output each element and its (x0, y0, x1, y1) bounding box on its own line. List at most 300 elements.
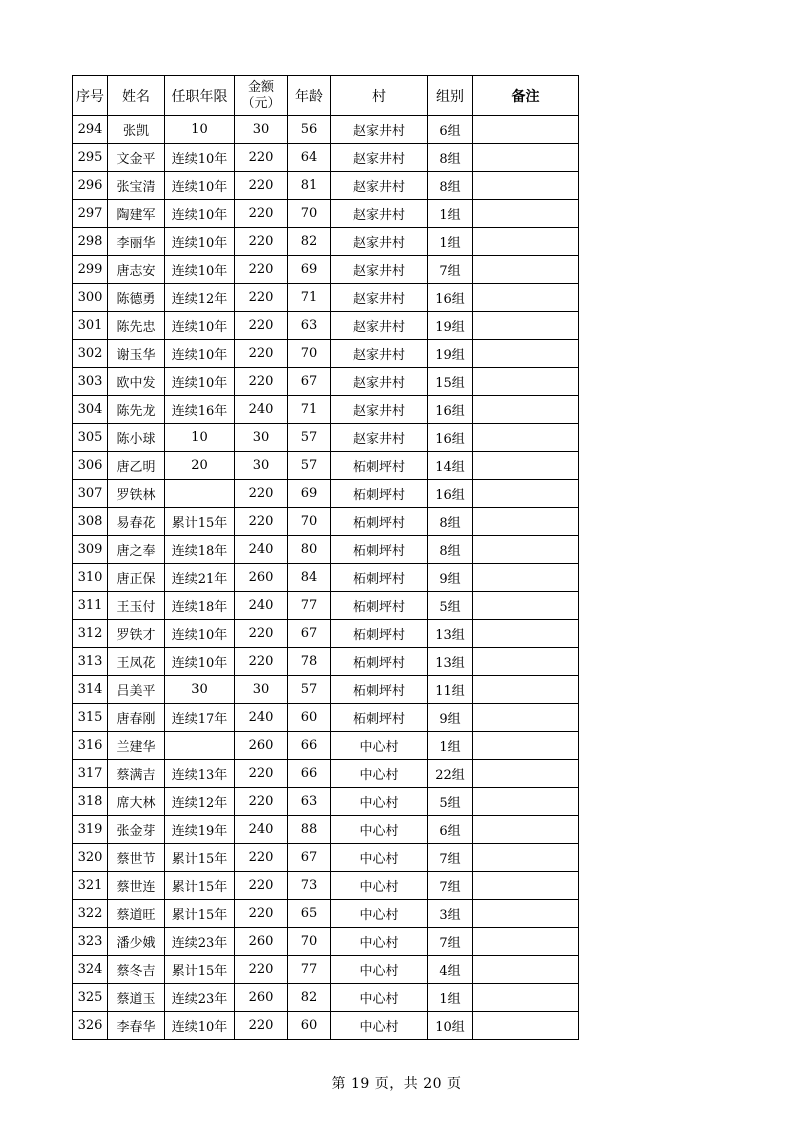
cell-group: 16组 (428, 396, 473, 424)
cell-village: 中心村 (331, 984, 428, 1012)
table-row (73, 816, 579, 844)
cell-group: 13组 (428, 620, 473, 648)
table-row (73, 284, 579, 312)
cell-amount: 240 (235, 704, 288, 732)
cell-seq: 322 (73, 900, 108, 928)
cell-group: 9组 (428, 564, 473, 592)
cell-name: 陈德勇 (108, 284, 165, 312)
header-amount-line2: （元） (241, 95, 281, 111)
cell-village: 赵家井村 (331, 424, 428, 452)
cell-tenure: 连续13年 (165, 760, 235, 788)
cell-village: 赵家井村 (331, 340, 428, 368)
cell-village: 中心村 (331, 732, 428, 760)
cell-age: 60 (288, 1012, 331, 1040)
cell-seq: 316 (73, 732, 108, 760)
table-row (73, 340, 579, 368)
cell-tenure: 连续10年 (165, 620, 235, 648)
cell-name: 蔡满吉 (108, 760, 165, 788)
cell-remark (473, 340, 579, 368)
cell-age: 57 (288, 424, 331, 452)
cell-name: 唐乙明 (108, 452, 165, 480)
cell-age: 77 (288, 592, 331, 620)
cell-tenure: 连续16年 (165, 396, 235, 424)
cell-group: 16组 (428, 284, 473, 312)
cell-group: 16组 (428, 480, 473, 508)
cell-age: 70 (288, 508, 331, 536)
cell-tenure: 连续10年 (165, 1012, 235, 1040)
cell-village: 赵家井村 (331, 284, 428, 312)
cell-remark (473, 732, 579, 760)
cell-seq: 296 (73, 172, 108, 200)
cell-name: 陈先龙 (108, 396, 165, 424)
table-row (73, 620, 579, 648)
cell-age: 66 (288, 760, 331, 788)
cell-age: 69 (288, 256, 331, 284)
cell-group: 16组 (428, 424, 473, 452)
cell-tenure: 连续12年 (165, 284, 235, 312)
cell-name: 陈先忠 (108, 312, 165, 340)
cell-remark (473, 480, 579, 508)
cell-amount: 220 (235, 788, 288, 816)
cell-name: 陈小球 (108, 424, 165, 452)
cell-tenure: 累计15年 (165, 844, 235, 872)
cell-name: 王凤花 (108, 648, 165, 676)
cell-amount: 220 (235, 760, 288, 788)
cell-name: 王玉付 (108, 592, 165, 620)
cell-name: 易春花 (108, 508, 165, 536)
cell-amount: 220 (235, 620, 288, 648)
cell-village: 柘刺坪村 (331, 676, 428, 704)
cell-seq: 323 (73, 928, 108, 956)
cell-village: 赵家井村 (331, 312, 428, 340)
cell-village: 赵家井村 (331, 228, 428, 256)
cell-village: 赵家井村 (331, 172, 428, 200)
table-row (73, 452, 579, 480)
cell-seq: 307 (73, 480, 108, 508)
table-row (73, 368, 579, 396)
table-row (73, 144, 579, 172)
table-row (73, 424, 579, 452)
cell-name: 罗铁林 (108, 480, 165, 508)
cell-village: 中心村 (331, 928, 428, 956)
cell-remark (473, 620, 579, 648)
cell-tenure: 连续10年 (165, 648, 235, 676)
cell-remark (473, 984, 579, 1012)
cell-remark (473, 536, 579, 564)
table-row (73, 704, 579, 732)
cell-tenure: 连续10年 (165, 340, 235, 368)
cell-age: 77 (288, 956, 331, 984)
cell-village: 中心村 (331, 872, 428, 900)
cell-group: 19组 (428, 312, 473, 340)
cell-group: 8组 (428, 508, 473, 536)
table-row (73, 396, 579, 424)
cell-village: 赵家井村 (331, 116, 428, 144)
cell-amount: 220 (235, 144, 288, 172)
cell-age: 66 (288, 732, 331, 760)
cell-group: 6组 (428, 116, 473, 144)
cell-amount: 220 (235, 200, 288, 228)
cell-group: 22组 (428, 760, 473, 788)
header-tenure: 任职年限 (165, 76, 235, 116)
cell-amount: 30 (235, 676, 288, 704)
cell-tenure: 连续18年 (165, 536, 235, 564)
table-row (73, 256, 579, 284)
cell-remark (473, 564, 579, 592)
cell-group: 6组 (428, 816, 473, 844)
cell-tenure: 累计15年 (165, 508, 235, 536)
cell-name: 谢玉华 (108, 340, 165, 368)
cell-tenure: 连续17年 (165, 704, 235, 732)
cell-amount: 260 (235, 564, 288, 592)
table-row (73, 928, 579, 956)
cell-remark (473, 116, 579, 144)
cell-seq: 321 (73, 872, 108, 900)
cell-group: 8组 (428, 144, 473, 172)
cell-group: 7组 (428, 256, 473, 284)
cell-name: 蔡道玉 (108, 984, 165, 1012)
cell-age: 67 (288, 368, 331, 396)
cell-group: 8组 (428, 172, 473, 200)
cell-age: 56 (288, 116, 331, 144)
cell-remark (473, 284, 579, 312)
cell-remark (473, 648, 579, 676)
table-row (73, 648, 579, 676)
cell-seq: 300 (73, 284, 108, 312)
cell-amount: 240 (235, 536, 288, 564)
cell-age: 57 (288, 676, 331, 704)
cell-tenure: 连续18年 (165, 592, 235, 620)
cell-seq: 302 (73, 340, 108, 368)
table-header (73, 76, 579, 116)
cell-amount: 220 (235, 172, 288, 200)
cell-seq: 325 (73, 984, 108, 1012)
cell-group: 1组 (428, 984, 473, 1012)
cell-name: 吕美平 (108, 676, 165, 704)
cell-name: 文金平 (108, 144, 165, 172)
cell-age: 70 (288, 928, 331, 956)
table-row (73, 676, 579, 704)
cell-village: 中心村 (331, 816, 428, 844)
cell-group: 10组 (428, 1012, 473, 1040)
cell-amount: 220 (235, 956, 288, 984)
cell-group: 5组 (428, 788, 473, 816)
cell-tenure: 连续21年 (165, 564, 235, 592)
table-row (73, 592, 579, 620)
roster-table (72, 75, 579, 1040)
cell-group: 7组 (428, 872, 473, 900)
cell-remark (473, 452, 579, 480)
cell-village: 柘刺坪村 (331, 592, 428, 620)
cell-seq: 298 (73, 228, 108, 256)
cell-amount: 260 (235, 928, 288, 956)
cell-tenure: 连续10年 (165, 144, 235, 172)
table-row (73, 732, 579, 760)
cell-remark (473, 872, 579, 900)
cell-age: 70 (288, 200, 331, 228)
cell-tenure: 连续12年 (165, 788, 235, 816)
table-row (73, 200, 579, 228)
cell-amount: 30 (235, 452, 288, 480)
cell-remark (473, 312, 579, 340)
cell-name: 李春华 (108, 1012, 165, 1040)
cell-name: 唐志安 (108, 256, 165, 284)
cell-tenure: 连续10年 (165, 256, 235, 284)
cell-name: 张宝清 (108, 172, 165, 200)
cell-remark (473, 760, 579, 788)
cell-seq: 318 (73, 788, 108, 816)
cell-tenure: 连续10年 (165, 312, 235, 340)
cell-age: 69 (288, 480, 331, 508)
cell-age: 81 (288, 172, 331, 200)
table-row (73, 1012, 579, 1040)
cell-remark (473, 816, 579, 844)
table-row (73, 312, 579, 340)
header-amount-line1: 金额 (247, 79, 274, 95)
cell-village: 中心村 (331, 1012, 428, 1040)
cell-amount: 220 (235, 648, 288, 676)
cell-name: 唐之奉 (108, 536, 165, 564)
cell-age: 71 (288, 284, 331, 312)
header-amount (235, 76, 288, 116)
cell-seq: 326 (73, 1012, 108, 1040)
header-group: 组别 (428, 76, 473, 116)
cell-name: 唐春刚 (108, 704, 165, 732)
cell-age: 67 (288, 620, 331, 648)
cell-tenure (165, 732, 235, 760)
cell-amount: 240 (235, 816, 288, 844)
cell-village: 赵家井村 (331, 256, 428, 284)
cell-name: 席大林 (108, 788, 165, 816)
cell-amount: 220 (235, 900, 288, 928)
cell-group: 1组 (428, 200, 473, 228)
cell-age: 64 (288, 144, 331, 172)
cell-village: 柘刺坪村 (331, 452, 428, 480)
cell-remark (473, 396, 579, 424)
table-row (73, 984, 579, 1012)
cell-seq: 314 (73, 676, 108, 704)
table-row (73, 564, 579, 592)
cell-seq: 301 (73, 312, 108, 340)
cell-group: 4组 (428, 956, 473, 984)
roster-table-container (72, 75, 579, 1040)
cell-remark (473, 508, 579, 536)
cell-village: 柘刺坪村 (331, 480, 428, 508)
cell-remark (473, 200, 579, 228)
cell-age: 63 (288, 788, 331, 816)
cell-tenure: 累计15年 (165, 872, 235, 900)
cell-amount: 220 (235, 368, 288, 396)
cell-age: 70 (288, 340, 331, 368)
cell-seq: 313 (73, 648, 108, 676)
cell-seq: 319 (73, 816, 108, 844)
cell-seq: 310 (73, 564, 108, 592)
header-remark: 备注 (473, 76, 579, 116)
cell-group: 5组 (428, 592, 473, 620)
cell-village: 柘刺坪村 (331, 508, 428, 536)
cell-tenure: 连续10年 (165, 200, 235, 228)
cell-remark (473, 844, 579, 872)
cell-age: 71 (288, 396, 331, 424)
cell-tenure: 连续19年 (165, 816, 235, 844)
cell-seq: 311 (73, 592, 108, 620)
cell-amount: 240 (235, 592, 288, 620)
page-footer: 第 19 页，共 20 页 (331, 1076, 462, 1092)
cell-seq: 297 (73, 200, 108, 228)
table-body (73, 116, 579, 1040)
cell-age: 84 (288, 564, 331, 592)
cell-amount: 220 (235, 480, 288, 508)
cell-remark (473, 900, 579, 928)
cell-amount: 260 (235, 984, 288, 1012)
cell-remark (473, 676, 579, 704)
cell-age: 80 (288, 536, 331, 564)
table-row (73, 536, 579, 564)
cell-amount: 260 (235, 732, 288, 760)
cell-name: 潘少娥 (108, 928, 165, 956)
cell-group: 19组 (428, 340, 473, 368)
cell-amount: 220 (235, 256, 288, 284)
header-age: 年龄 (288, 76, 331, 116)
cell-seq: 317 (73, 760, 108, 788)
cell-seq: 308 (73, 508, 108, 536)
cell-village: 赵家井村 (331, 144, 428, 172)
cell-age: 60 (288, 704, 331, 732)
cell-group: 11组 (428, 676, 473, 704)
cell-group: 13组 (428, 648, 473, 676)
cell-amount: 220 (235, 312, 288, 340)
cell-age: 63 (288, 312, 331, 340)
cell-tenure: 连续10年 (165, 228, 235, 256)
cell-seq: 315 (73, 704, 108, 732)
cell-group: 15组 (428, 368, 473, 396)
cell-amount: 220 (235, 844, 288, 872)
cell-village: 赵家井村 (331, 368, 428, 396)
cell-amount: 220 (235, 508, 288, 536)
cell-tenure: 30 (165, 676, 235, 704)
cell-village: 柘刺坪村 (331, 564, 428, 592)
cell-tenure: 累计15年 (165, 900, 235, 928)
header-seq: 序号 (73, 76, 108, 116)
cell-age: 82 (288, 984, 331, 1012)
cell-village: 中心村 (331, 760, 428, 788)
cell-village: 中心村 (331, 956, 428, 984)
cell-tenure: 连续10年 (165, 172, 235, 200)
cell-name: 李丽华 (108, 228, 165, 256)
cell-seq: 299 (73, 256, 108, 284)
cell-name: 罗铁才 (108, 620, 165, 648)
cell-age: 82 (288, 228, 331, 256)
cell-village: 柘刺坪村 (331, 536, 428, 564)
table-row (73, 844, 579, 872)
table-row (73, 508, 579, 536)
cell-seq: 306 (73, 452, 108, 480)
cell-seq: 304 (73, 396, 108, 424)
cell-tenure: 20 (165, 452, 235, 480)
cell-amount: 30 (235, 116, 288, 144)
table-row (73, 872, 579, 900)
cell-seq: 294 (73, 116, 108, 144)
cell-name: 唐正保 (108, 564, 165, 592)
cell-name: 欧中发 (108, 368, 165, 396)
table-row (73, 228, 579, 256)
cell-remark (473, 1012, 579, 1040)
cell-name: 张金芽 (108, 816, 165, 844)
cell-remark (473, 172, 579, 200)
cell-amount: 220 (235, 228, 288, 256)
cell-name: 陶建军 (108, 200, 165, 228)
table-row (73, 760, 579, 788)
cell-village: 中心村 (331, 844, 428, 872)
cell-age: 78 (288, 648, 331, 676)
cell-name: 蔡道旺 (108, 900, 165, 928)
cell-seq: 295 (73, 144, 108, 172)
header-village: 村 (331, 76, 428, 116)
cell-remark (473, 424, 579, 452)
cell-amount: 240 (235, 396, 288, 424)
cell-village: 中心村 (331, 900, 428, 928)
table-row (73, 480, 579, 508)
cell-group: 3组 (428, 900, 473, 928)
cell-tenure: 10 (165, 424, 235, 452)
cell-village: 赵家井村 (331, 200, 428, 228)
cell-seq: 324 (73, 956, 108, 984)
cell-tenure: 10 (165, 116, 235, 144)
cell-group: 1组 (428, 228, 473, 256)
cell-remark (473, 704, 579, 732)
cell-amount: 220 (235, 872, 288, 900)
cell-village: 柘刺坪村 (331, 648, 428, 676)
cell-remark (473, 592, 579, 620)
cell-age: 73 (288, 872, 331, 900)
cell-remark (473, 368, 579, 396)
cell-group: 14组 (428, 452, 473, 480)
cell-amount: 30 (235, 424, 288, 452)
cell-village: 赵家井村 (331, 396, 428, 424)
cell-remark (473, 256, 579, 284)
cell-tenure: 连续10年 (165, 368, 235, 396)
cell-name: 兰建华 (108, 732, 165, 760)
cell-village: 柘刺坪村 (331, 704, 428, 732)
cell-amount: 220 (235, 1012, 288, 1040)
cell-group: 8组 (428, 536, 473, 564)
cell-village: 柘刺坪村 (331, 620, 428, 648)
cell-age: 57 (288, 452, 331, 480)
cell-group: 7组 (428, 844, 473, 872)
cell-age: 88 (288, 816, 331, 844)
cell-tenure: 累计15年 (165, 956, 235, 984)
cell-remark (473, 144, 579, 172)
table-row (73, 116, 579, 144)
cell-seq: 309 (73, 536, 108, 564)
cell-name: 蔡冬吉 (108, 956, 165, 984)
cell-amount: 220 (235, 340, 288, 368)
cell-remark (473, 788, 579, 816)
cell-group: 7组 (428, 928, 473, 956)
table-row (73, 788, 579, 816)
cell-age: 67 (288, 844, 331, 872)
cell-seq: 303 (73, 368, 108, 396)
cell-seq: 320 (73, 844, 108, 872)
cell-group: 1组 (428, 732, 473, 760)
table-row (73, 900, 579, 928)
cell-tenure: 连续23年 (165, 984, 235, 1012)
cell-name: 张凯 (108, 116, 165, 144)
cell-seq: 305 (73, 424, 108, 452)
cell-remark (473, 228, 579, 256)
table-row (73, 956, 579, 984)
cell-remark (473, 928, 579, 956)
